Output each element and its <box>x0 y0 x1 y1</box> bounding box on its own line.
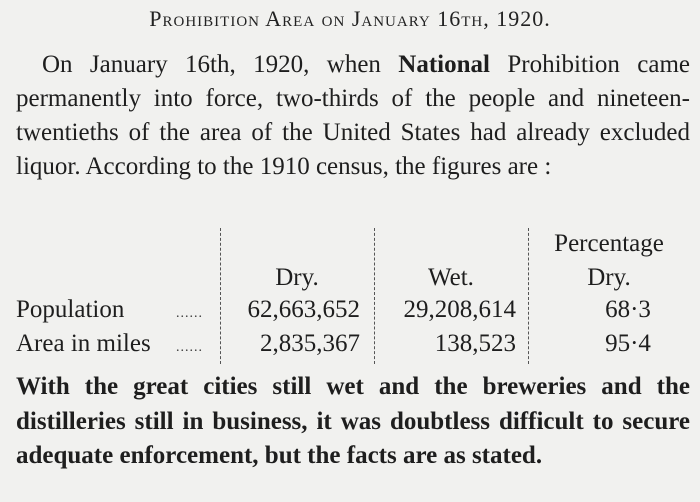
area-wet: 138,523 <box>434 330 516 357</box>
intro-paragraph <box>16 48 690 184</box>
header-wet: Wet. <box>428 264 474 291</box>
row-label-area: Area in miles <box>16 330 151 357</box>
intro-bold-word: National <box>398 51 490 78</box>
intro-text-start: On January 16th, 1920, when <box>42 51 399 78</box>
dot-leader: ...... <box>176 340 203 355</box>
closing-paragraph: With the great cities still wet and the breweries and the distilleries still in business, it was doubtless difficult to secure adequate enforcement, but the facts are as stated. <box>16 373 690 469</box>
section-heading: Prohibition Area on January 16th, 1920. <box>149 6 551 31</box>
population-pct: 68·3 <box>605 296 651 323</box>
dot-leader: ...... <box>176 306 203 321</box>
area-dry: 2,835,367 <box>260 330 360 357</box>
row-label-population: Population <box>16 296 125 323</box>
header-dry: Dry. <box>275 264 319 291</box>
area-pct: 95·4 <box>605 330 651 357</box>
header-percentage: Percentage <box>554 230 664 257</box>
census-table <box>16 228 690 364</box>
header-percentage-dry: Dry. <box>587 264 631 291</box>
population-dry: 62,663,652 <box>247 296 360 323</box>
population-wet: 29,208,614 <box>403 296 516 323</box>
intro-text-end: Prohibition came permanently into force, two-thirds of the people and nineteen-twentieths of the area of the United States had already excluded liquor. According to the 1910 census, the figures are : <box>16 51 690 180</box>
